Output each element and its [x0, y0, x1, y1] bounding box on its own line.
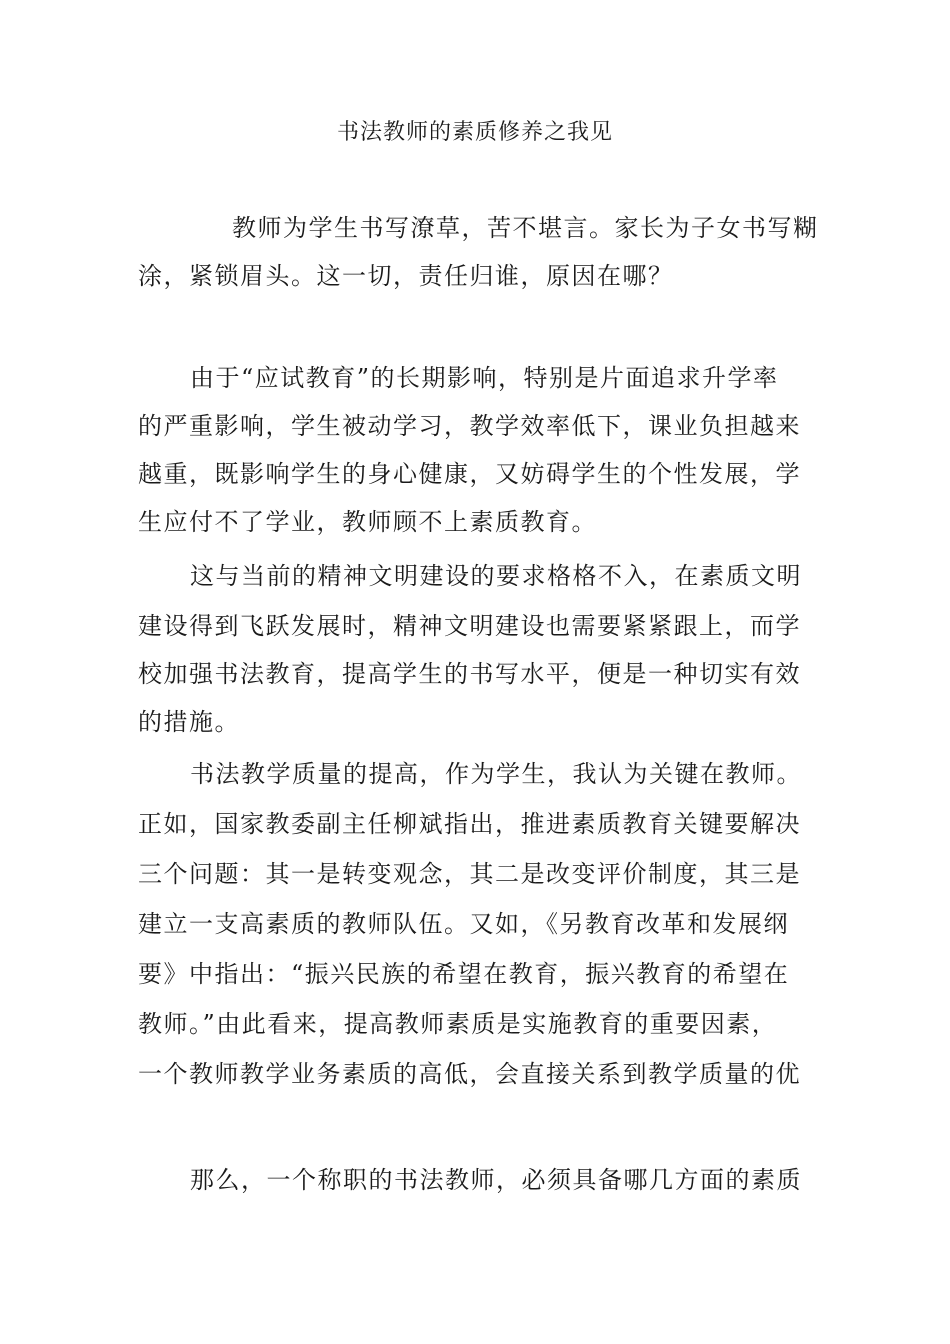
- paragraph-1-line-2: 涂，紧锁眉头。这一切，责任归谁，原因在哪？: [138, 262, 674, 290]
- paragraph-3-line-2: 建设得到飞跃发展时，精神文明建设也需要紧紧跟上，而学: [138, 612, 801, 640]
- paragraph-4-line-1: 书法教学质量的提高，作为学生，我认为关键在教师。: [190, 760, 802, 788]
- paragraph-2-line-1: 由于“应试教育”的长期影响，特别是片面追求升学率: [190, 364, 779, 392]
- paragraph-4-line-7: 一个教师教学业务素质的高低，会直接关系到教学质量的优: [138, 1060, 801, 1088]
- paragraph-5-line-1: 那么，一个称职的书法教师，必须具备哪几方面的素质: [190, 1166, 802, 1194]
- paragraph-2-line-3: 越重，既影响学生的身心健康，又妨碍学生的个性发展，学: [138, 460, 801, 488]
- paragraph-4-line-6: 教师。”由此看来，提高教师素质是实施教育的重要因素，: [138, 1010, 778, 1038]
- paragraph-4-line-2: 正如，国家教委副主任柳斌指出，推进素质教育关键要解决: [138, 810, 801, 838]
- document-title: 书法教师的素质修养之我见: [336, 120, 613, 145]
- paragraph-4-line-3: 三个问题：其一是转变观念，其二是改变评价制度，其三是: [138, 860, 801, 888]
- paragraph-4-line-4: 建立一支高素质的教师队伍。又如，《另教育改革和发展纲: [138, 910, 789, 938]
- paragraph-1-line-1: 教师为学生书写潦草，苦不堪言。家长为子女书写糊: [232, 214, 819, 242]
- paragraph-2-line-2: 的严重影响，学生被动学习，教学效率低下，课业负担越来: [138, 412, 801, 440]
- paragraph-4-line-5: 要》中指出：“振兴民族的希望在教育，振兴教育的希望在: [138, 960, 790, 988]
- paragraph-3-line-4: 的措施。: [138, 708, 240, 736]
- paragraph-3-line-3: 校加强书法教育，提高学生的书写水平，便是一种切实有效: [138, 660, 801, 688]
- paragraph-3-line-1: 这与当前的精神文明建设的要求格格不入，在素质文明: [190, 562, 802, 590]
- paragraph-2-line-4: 生应付不了学业，教师顾不上素质教育。: [138, 508, 597, 536]
